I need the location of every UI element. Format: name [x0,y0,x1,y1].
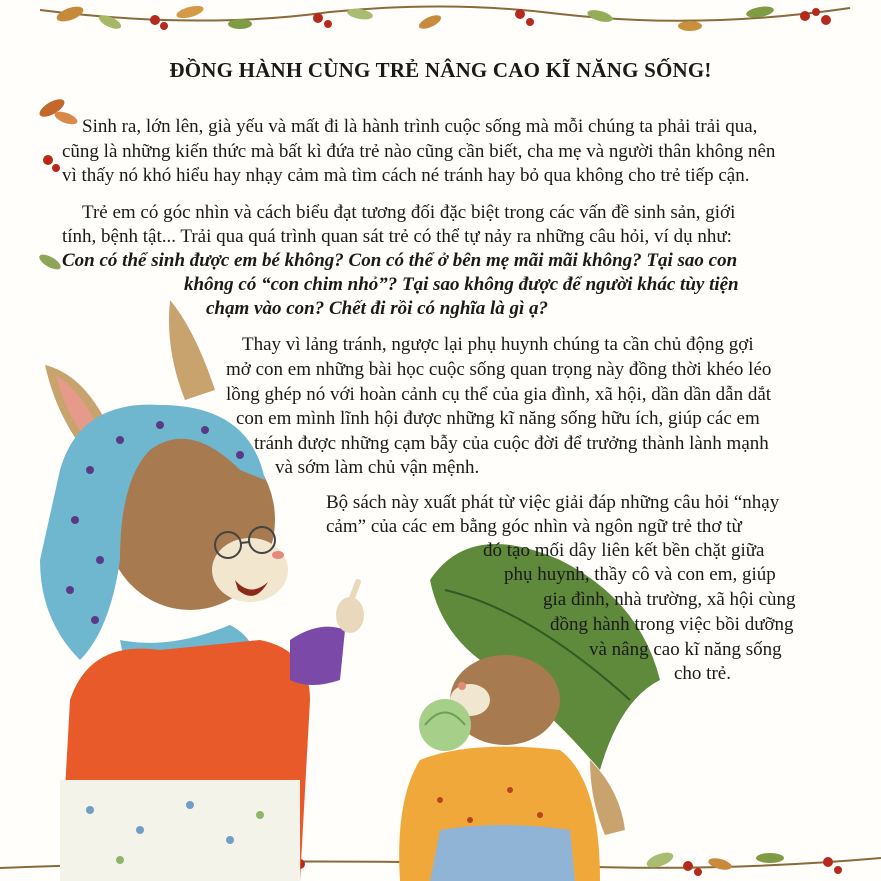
text-line: lồng ghép nó với hoàn cảnh cụ thể của gia đình, xã hội, dần dần dẫn dắt [226,384,772,405]
text-line: mở con em những bài học cuộc sống quan trọng này đồng thời khéo léo [226,359,772,380]
question-line: chạm vào con? Chết đi rồi có nghĩa là gì ạ? [206,298,549,319]
text-line: con em mình lĩnh hội được những kĩ năng sống hữu ích, giúp các em [236,408,760,429]
text-line: tránh được những cạm bẫy của cuộc đời để trưởng thành lành mạnh [254,433,769,454]
text-line: Bộ sách này xuất phát từ việc giải đáp những câu hỏi “nhạy [326,492,780,513]
text-line: và sớm làm chủ vận mệnh. [275,457,480,478]
page-title: ĐỒNG HÀNH CÙNG TRẺ NÂNG CAO KĨ NĂNG SỐNG! [169,58,712,82]
text-line: tính, bệnh tật... Trải qua quá trình quan sát trẻ có thể tự nảy ra những câu hỏi, ví dụ như: [62,226,732,247]
top-vine-border [40,4,850,32]
text-line: cho trẻ. [674,663,731,684]
text-line: và nâng cao kĩ năng sống [589,639,782,660]
question-line: Con có thể sinh được em bé không? Con có thể ở bên mẹ mãi mãi không? Tại sao con [62,250,738,271]
text-line: đồng hành trong việc bồi dưỡng [550,614,794,635]
text-line: Trẻ em có góc nhìn và cách biểu đạt tương đối đặc biệt trong các vấn đề sinh sản, giới [82,202,736,223]
text-line: vì thấy nó khó hiểu hay nhạy cảm mà tìm cách né tránh hay bỏ qua không cho trẻ tiếp cận. [62,165,750,186]
text-line: cũng là những kiến thức mà bất kì đứa trẻ nào cũng cần biết, cha mẹ và người thân không nên [62,141,776,162]
question-line: không có “con chim nhỏ”? Tại sao không được để người khác tùy tiện [184,274,739,295]
text-line: gia đình, nhà trường, xã hội cùng [543,589,796,610]
text-line: đó tạo mối dây liên kết bền chặt giữa [483,540,765,561]
text-line: Thay vì lảng tránh, ngược lại phụ huynh chúng ta cần chủ động gợi [242,334,754,355]
text-line: Sinh ra, lớn lên, già yếu và mất đi là hành trình cuộc sống mà mỗi chúng ta phải trải qua, [82,116,758,137]
text-line: phụ huynh, thầy cô và con em, giúp [504,564,776,585]
text-line: cảm” của các em bằng góc nhìn và ngôn ngữ trẻ thơ từ [326,516,742,537]
